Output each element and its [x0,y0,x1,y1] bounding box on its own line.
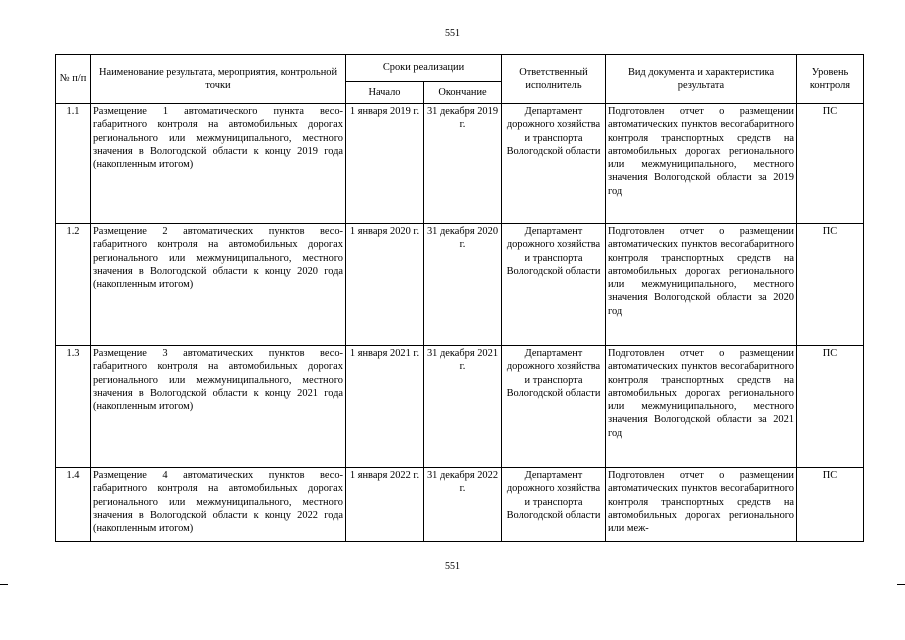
row-num: 1.1 [56,104,91,224]
row-end: 31 декабря 2019 г. [424,104,502,224]
header-row-1 [56,55,864,82]
row-level: ПС [797,104,864,224]
page-number-bottom: 551 [445,561,460,572]
row-executor: Департамент дорожного хозяйства и транспорта Вологодской области [502,468,606,542]
row-num: 1.2 [56,224,91,346]
row-end: 31 декабря 2022 г. [424,468,502,542]
row-name: Размещение 4 автоматических пунктов весо-габаритного контроля на автомобильных дорогах регионального или межмуниципального, местного значения в Вологодской области к концу 2022 года (накопленным итогом) [91,468,346,542]
row-name: Размещение 2 автоматических пунктов весо-габаритного контроля на автомобильных дорогах регионального или межмуниципального, местного значения в Вологодской области к концу 2020 года (накопленным итогом) [91,224,346,346]
header-level: Уровень контроля [797,55,864,104]
row-start: 1 января 2022 г. [346,468,424,542]
page-number-top: 551 [445,28,460,39]
row-end: 31 декабря 2020 г. [424,224,502,346]
row-doc: Подготовлен отчет о размещении автоматических пунктов весогабаритного контроля транспортных средств на автомобильных дорогах регионального или меж- [606,468,797,542]
header-end: Окончание [424,82,502,104]
row-start: 1 января 2020 г. [346,224,424,346]
control-points-table [55,54,864,542]
row-executor: Департамент дорожного хозяйства и транспорта Вологодской области [502,104,606,224]
crop-mark-left [0,584,8,585]
row-executor: Департамент дорожного хозяйства и транспорта Вологодской области [502,346,606,468]
header-executor: Ответственный исполнитель [502,55,606,104]
table-row [56,346,864,468]
row-num: 1.3 [56,346,91,468]
header-start: Начало [346,82,424,104]
row-level: ПС [797,224,864,346]
row-start: 1 января 2021 г. [346,346,424,468]
row-num: 1.4 [56,468,91,542]
table-row [56,468,864,542]
row-doc: Подготовлен отчет о размещении автоматических пунктов весогабаритного контроля транспортных средств на автомобильных дорогах регионального или межмуниципального, местного значения Вологодской области за 2021 год [606,346,797,468]
table-row [56,104,864,224]
header-num: № п/п [56,55,91,104]
row-start: 1 января 2019 г. [346,104,424,224]
header-doc: Вид документа и характеристика результата [606,55,797,104]
row-executor: Департамент дорожного хозяйства и транспорта Вологодской области [502,224,606,346]
header-name: Наименование результата, мероприятия, контрольной точки [91,55,346,104]
row-name: Размещение 1 автоматического пункта весо-габаритного контроля на автомобильных дорогах регионального или межмуниципального, местного значения в Вологодской области к концу 2019 года (накопленным итогом) [91,104,346,224]
row-level: ПС [797,468,864,542]
table-row [56,224,864,346]
header-terms: Сроки реализации [346,55,502,82]
row-name: Размещение 3 автоматических пунктов весо-габаритного контроля на автомобильных дорогах регионального или межмуниципального, местного значения в Вологодской области к концу 2021 года (накопленным итогом) [91,346,346,468]
row-doc: Подготовлен отчет о размещении автоматических пунктов весогабаритного контроля транспортных средств на автомобильных дорогах регионального или межмуниципального, местного значения Вологодской области за 2020 год [606,224,797,346]
row-level: ПС [797,346,864,468]
row-end: 31 декабря 2021 г. [424,346,502,468]
crop-mark-right [897,584,905,585]
row-doc: Подготовлен отчет о размещении автоматических пунктов весогабаритного контроля транспортных средств на автомобильных дорогах регионального или межмуниципального, местного значения Вологодской области за 2019 год [606,104,797,224]
